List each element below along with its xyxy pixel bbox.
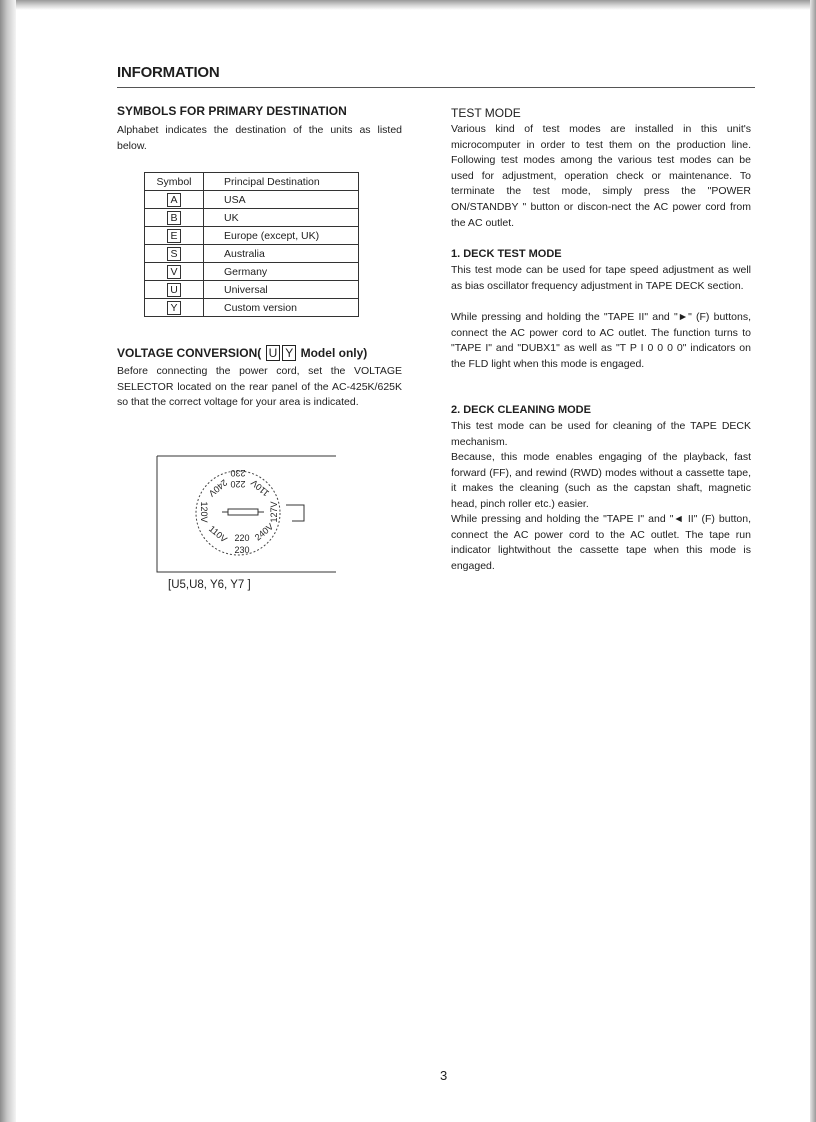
diagram-caption: [U5,U8, Y6, Y7 ]	[168, 579, 251, 591]
table-header-row	[145, 173, 359, 191]
destination-name: USA	[204, 191, 359, 209]
dial-label-right-bottom: 240V	[252, 521, 276, 543]
destination-name: Custom version	[204, 299, 359, 317]
selector-bracket	[286, 505, 304, 521]
model-code-box: U	[266, 345, 281, 361]
dial-label-bottom-inner: 220	[234, 533, 250, 543]
dial-label-left-top: 240V	[206, 477, 230, 499]
symbol-code: Y	[167, 301, 180, 315]
destination-table	[144, 172, 359, 317]
voltage-body: Before connecting the power cord, set the VOLTAGE SELECTOR located on the rear panel of the AC-425K/625K so that the correct voltage for your area is indicated.	[117, 365, 402, 409]
dial-label-right-side: 127V	[269, 501, 279, 523]
symbol-code: V	[167, 265, 180, 279]
page-number: 3	[440, 1068, 448, 1083]
deck-cleaning-body-2: Because, this mode enables engaging of the playback, fast forward (FF), and rewind (RWD) modes without a cassette tape, it makes the cleaning (such as the capstan shaft, magnetic head, pinch roller etc.) easier.	[451, 451, 751, 510]
destination-name: UK	[204, 209, 359, 227]
test-mode-heading: TEST MODE	[451, 106, 521, 120]
scan-edge-left	[0, 0, 16, 1122]
destination-name: Universal	[204, 281, 359, 299]
deck-cleaning-heading: 2. DECK CLEANING MODE	[451, 404, 591, 416]
table-header-destination: Principal Destination	[204, 173, 359, 191]
deck-cleaning-body-3: While pressing and holding the "TAPE I" and "◄ II" (F) button, connect the AC power cord to the AC outlet. The tape run indicator lightwithout the cassette tape when this mode is engaged.	[451, 513, 751, 572]
symbols-heading: SYMBOLS FOR PRIMARY DESTINATION	[117, 104, 347, 118]
dial-label-top-outer: 230	[230, 468, 246, 478]
scan-edge-top	[0, 0, 816, 10]
voltage-heading	[117, 345, 407, 361]
title-rule	[117, 87, 755, 88]
deck-test-body-1: This test mode can be used for tape speed adjustment as well as bias oscillator frequency adjustment in TAPE DECK section.	[451, 264, 751, 292]
table-row	[145, 191, 359, 209]
symbol-code: A	[167, 193, 180, 207]
scan-edge-right	[810, 0, 816, 1122]
table-header-symbol: Symbol	[145, 173, 204, 191]
symbol-code: E	[167, 229, 180, 243]
deck-cleaning-body-1: This test mode can be used for cleaning of the TAPE DECK mechanism.	[451, 420, 751, 448]
dial-label-top-inner: 220	[230, 479, 246, 489]
table-row	[145, 245, 359, 263]
model-code-box: Y	[282, 345, 296, 361]
table-row	[145, 281, 359, 299]
test-mode-body: Various kind of test modes are installed in this unit's microcomputer in order to test them on the production line. Following test modes among the various test modes can be used for adjustment, operation check or maintenance. To terminate the test mode, simply press the "POWER ON/STANDBY " button or discon-nect the AC power cord from the AC outlet.	[451, 123, 751, 229]
dial-label-left-bottom: 110V	[206, 523, 230, 545]
selector-slot	[228, 509, 258, 515]
deck-test-body-2: While pressing and holding the "TAPE II" and "►" (F) buttons, connect the AC power cord to AC outlet. The function turns to "TAPE I" and "DUBX1" as well as "T P I 0 0 0 0" indicators on the FLD light when this mode is engaged.	[451, 311, 751, 370]
destination-name: Germany	[204, 263, 359, 281]
deck-test-heading: 1. DECK TEST MODE	[451, 248, 562, 260]
table-row	[145, 227, 359, 245]
symbol-code: B	[167, 211, 180, 225]
dial-label-bottom-outer: 230	[234, 545, 250, 555]
symbol-code: S	[167, 247, 180, 261]
dial-label-left-side: 120V	[199, 501, 209, 523]
voltage-heading-text: VOLTAGE CONVERSION(	[117, 346, 262, 360]
table-row	[145, 263, 359, 281]
table-row	[145, 209, 359, 227]
symbol-code: U	[167, 283, 181, 297]
symbols-intro: Alphabet indicates the destination of the units as listed below.	[117, 124, 402, 152]
destination-name: Australia	[204, 245, 359, 263]
voltage-heading-suffix: Model only)	[300, 346, 368, 360]
table-row	[145, 299, 359, 317]
page-title: INFORMATION	[117, 64, 220, 81]
dial-label-right-top: 110V	[248, 477, 272, 499]
voltage-selector-diagram	[156, 455, 336, 573]
destination-name: Europe (except, UK)	[204, 227, 359, 245]
